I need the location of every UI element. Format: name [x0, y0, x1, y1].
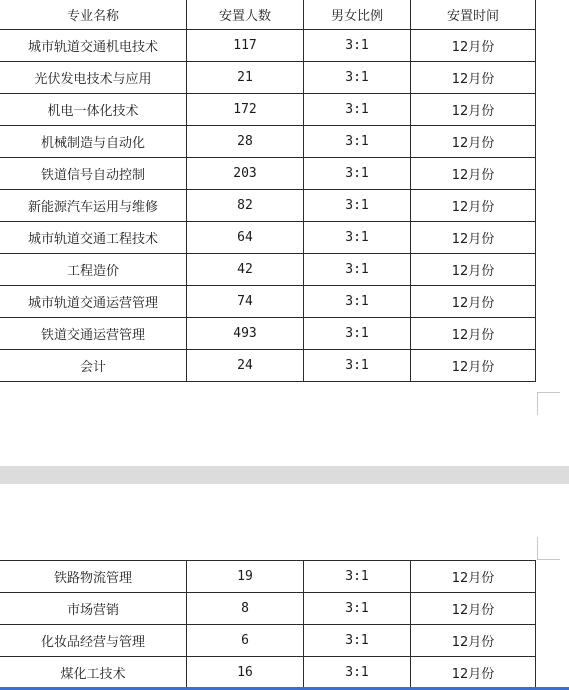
cell-placement-count[interactable]: 42: [187, 254, 304, 286]
cell-placement-time[interactable]: 12月份: [411, 126, 536, 158]
table-row: [0, 30, 536, 62]
cell-major-name[interactable]: 城市轨道交通机电技术: [0, 30, 187, 62]
cell-major-name[interactable]: 煤化工技术: [0, 657, 187, 689]
cell-placement-count[interactable]: 82: [187, 190, 304, 222]
cell-gender-ratio[interactable]: 3:1: [304, 318, 411, 350]
cell-placement-time[interactable]: 12月份: [411, 62, 536, 94]
cell-gender-ratio[interactable]: 3:1: [304, 625, 411, 657]
cell-placement-count[interactable]: 8: [187, 593, 304, 625]
cell-major-name[interactable]: 铁路物流管理: [0, 561, 187, 593]
cell-placement-time[interactable]: 12月份: [411, 94, 536, 126]
header-placement-count[interactable]: 安置人数: [187, 0, 304, 30]
table-row: [0, 222, 536, 254]
cell-gender-ratio[interactable]: 3:1: [304, 254, 411, 286]
table-body-page-2: [0, 561, 536, 689]
cell-placement-count[interactable]: 21: [187, 62, 304, 94]
cell-placement-time[interactable]: 12月份: [411, 657, 536, 689]
cell-placement-count[interactable]: 74: [187, 286, 304, 318]
page-break-gap: [0, 466, 569, 484]
cell-placement-time[interactable]: 12月份: [411, 318, 536, 350]
cell-major-name[interactable]: 城市轨道交通工程技术: [0, 222, 187, 254]
page-corner-marker: [537, 392, 560, 415]
placement-table-page-2: [0, 560, 536, 689]
table-row: [0, 126, 536, 158]
cell-gender-ratio[interactable]: 3:1: [304, 94, 411, 126]
cell-placement-count[interactable]: 28: [187, 126, 304, 158]
cell-gender-ratio[interactable]: 3:1: [304, 286, 411, 318]
cell-gender-ratio[interactable]: 3:1: [304, 190, 411, 222]
cell-major-name[interactable]: 会计: [0, 350, 187, 382]
header-major-name[interactable]: 专业名称: [0, 0, 187, 30]
cell-placement-time[interactable]: 12月份: [411, 158, 536, 190]
cell-placement-time[interactable]: 12月份: [411, 254, 536, 286]
table-row: [0, 350, 536, 382]
table-row: [0, 561, 536, 593]
cell-major-name[interactable]: 铁道信号自动控制: [0, 158, 187, 190]
cell-major-name[interactable]: 光伏发电技术与应用: [0, 62, 187, 94]
table-row: [0, 657, 536, 689]
cell-placement-count[interactable]: 19: [187, 561, 304, 593]
cell-major-name[interactable]: 市场营销: [0, 593, 187, 625]
cell-placement-count[interactable]: 6: [187, 625, 304, 657]
cell-gender-ratio[interactable]: 3:1: [304, 350, 411, 382]
cell-gender-ratio[interactable]: 3:1: [304, 222, 411, 254]
cell-gender-ratio[interactable]: 3:1: [304, 30, 411, 62]
cell-placement-time[interactable]: 12月份: [411, 190, 536, 222]
cell-gender-ratio[interactable]: 3:1: [304, 657, 411, 689]
table-row: [0, 158, 536, 190]
page-corner-marker: [537, 537, 560, 560]
cell-placement-count[interactable]: 16: [187, 657, 304, 689]
table-row: [0, 318, 536, 350]
cell-gender-ratio[interactable]: 3:1: [304, 593, 411, 625]
cell-placement-count[interactable]: 493: [187, 318, 304, 350]
cell-major-name[interactable]: 机电一体化技术: [0, 94, 187, 126]
document-page-2: [0, 484, 569, 690]
table-row: [0, 94, 536, 126]
cell-major-name[interactable]: 工程造价: [0, 254, 187, 286]
header-gender-ratio[interactable]: 男女比例: [304, 0, 411, 30]
cell-placement-count[interactable]: 203: [187, 158, 304, 190]
cell-major-name[interactable]: 城市轨道交通运营管理: [0, 286, 187, 318]
cell-placement-time[interactable]: 12月份: [411, 593, 536, 625]
cell-gender-ratio[interactable]: 3:1: [304, 62, 411, 94]
cell-placement-count[interactable]: 24: [187, 350, 304, 382]
header-placement-time[interactable]: 安置时间: [411, 0, 536, 30]
cell-major-name[interactable]: 化妆品经营与管理: [0, 625, 187, 657]
cell-major-name[interactable]: 铁道交通运营管理: [0, 318, 187, 350]
cell-placement-time[interactable]: 12月份: [411, 222, 536, 254]
cell-placement-time[interactable]: 12月份: [411, 561, 536, 593]
cell-placement-time[interactable]: 12月份: [411, 350, 536, 382]
table-row: [0, 62, 536, 94]
table-row: [0, 254, 536, 286]
cell-placement-time[interactable]: 12月份: [411, 625, 536, 657]
table-row: [0, 190, 536, 222]
cell-placement-time[interactable]: 12月份: [411, 30, 536, 62]
table-row: [0, 286, 536, 318]
cell-gender-ratio[interactable]: 3:1: [304, 561, 411, 593]
cell-placement-count[interactable]: 117: [187, 30, 304, 62]
cell-major-name[interactable]: 机械制造与自动化: [0, 126, 187, 158]
table-row: [0, 593, 536, 625]
cell-major-name[interactable]: 新能源汽车运用与维修: [0, 190, 187, 222]
cell-placement-count[interactable]: 172: [187, 94, 304, 126]
cell-placement-time[interactable]: 12月份: [411, 286, 536, 318]
cell-placement-count[interactable]: 64: [187, 222, 304, 254]
cell-gender-ratio[interactable]: 3:1: [304, 158, 411, 190]
cell-gender-ratio[interactable]: 3:1: [304, 126, 411, 158]
table-row: [0, 625, 536, 657]
table-header-row: [0, 0, 536, 30]
